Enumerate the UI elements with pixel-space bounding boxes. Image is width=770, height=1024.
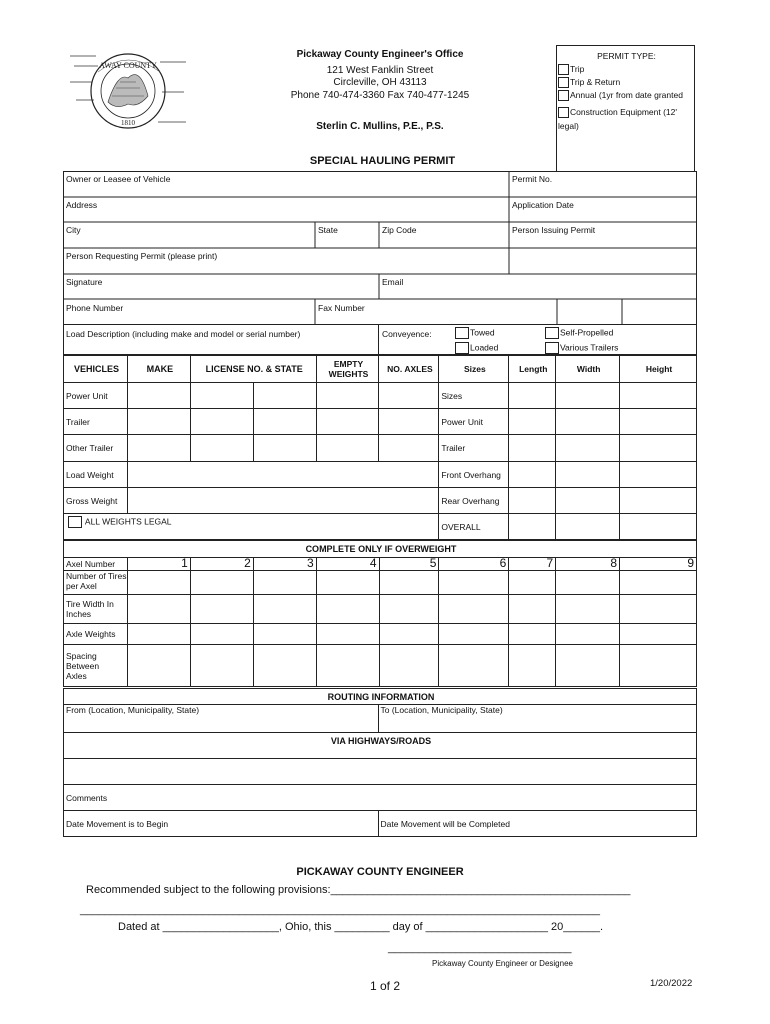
tire-width-label: Tire Width In Inches bbox=[64, 595, 128, 624]
revision-date: 1/20/2022 bbox=[650, 978, 693, 989]
size-label-rear-overhang: Rear Overhang bbox=[439, 488, 509, 514]
via-highways-title: VIA HIGHWAYS/ROADS bbox=[64, 733, 697, 759]
trip-return-checkbox[interactable] bbox=[558, 77, 569, 88]
phone-label: Phone Number bbox=[66, 303, 124, 313]
load-weight-cell[interactable] bbox=[127, 462, 438, 488]
routing-title: ROUTING INFORMATION bbox=[64, 689, 697, 705]
date-complete-field[interactable] bbox=[378, 811, 697, 837]
seal-top-text: AWAY COUNTY bbox=[99, 61, 157, 70]
axle-weight-cell-6[interactable] bbox=[439, 624, 509, 645]
various-trailers-option[interactable]: Various Trailers bbox=[545, 342, 618, 354]
state-label: State bbox=[318, 225, 338, 235]
person-requesting-label: Person Requesting Permit (please print) bbox=[66, 251, 218, 261]
other-trailer-state-cell[interactable] bbox=[253, 435, 316, 462]
engineer-name: Sterlin C. Mullins, P.E., P.S. bbox=[316, 121, 444, 132]
row-label-other-trailer: Other Trailer bbox=[64, 435, 128, 462]
axel-number-9: 9 bbox=[620, 558, 697, 571]
fax-label: Fax Number bbox=[318, 303, 365, 313]
applicant-grid bbox=[63, 171, 697, 325]
rear-overhang-width-cell[interactable] bbox=[556, 488, 620, 514]
permit-type-title: PERMIT TYPE: bbox=[597, 51, 656, 61]
conveyence-label: Conveyence: bbox=[382, 329, 432, 339]
towed-checkbox[interactable] bbox=[455, 327, 469, 339]
tire-width-cell-1[interactable] bbox=[127, 595, 190, 624]
axel-number-2: 2 bbox=[190, 558, 253, 571]
axel-number-1: 1 bbox=[127, 558, 190, 571]
self-propelled-checkbox[interactable] bbox=[545, 327, 559, 339]
date-begin-field[interactable] bbox=[64, 811, 379, 837]
via-highways-field[interactable] bbox=[64, 759, 697, 785]
permit-type-construction[interactable]: Construction Equipment (12' bbox=[558, 107, 677, 118]
trailer-state-cell[interactable] bbox=[253, 409, 316, 435]
power-unit-state-cell[interactable] bbox=[253, 383, 316, 409]
various-trailers-checkbox[interactable] bbox=[545, 342, 559, 354]
row-label-power-unit: Power Unit bbox=[64, 383, 128, 409]
axle-weight-cell-3[interactable] bbox=[253, 624, 316, 645]
trailer-make-cell[interactable] bbox=[127, 409, 190, 435]
axle-weight-cell-8[interactable] bbox=[556, 624, 620, 645]
to-field[interactable] bbox=[378, 705, 697, 733]
load-divider bbox=[378, 325, 379, 355]
power-unit-width-cell[interactable] bbox=[556, 409, 620, 435]
other-trailer-weight-cell[interactable] bbox=[316, 435, 379, 462]
permit-type-trip[interactable]: Trip bbox=[558, 64, 584, 75]
rear-overhang-length-cell[interactable] bbox=[509, 488, 556, 514]
applicant-section bbox=[63, 171, 697, 325]
power-unit-weight-cell[interactable] bbox=[316, 383, 379, 409]
header-length: Length bbox=[509, 356, 556, 383]
header-height: Height bbox=[620, 356, 697, 383]
tires-cell-9[interactable] bbox=[620, 571, 697, 595]
overall-height-cell[interactable] bbox=[620, 514, 697, 540]
power-unit-axles-cell[interactable] bbox=[379, 383, 439, 409]
header-empty-weights: EMPTY WEIGHTS bbox=[316, 356, 379, 383]
tires-cell-5[interactable] bbox=[379, 571, 439, 595]
spacing-cell-7[interactable] bbox=[509, 645, 556, 687]
gross-weight-cell[interactable] bbox=[127, 488, 438, 514]
city-label: City bbox=[66, 225, 81, 235]
towed-option[interactable]: Towed bbox=[455, 327, 495, 339]
all-weights-legal-row[interactable] bbox=[64, 514, 439, 540]
axel-number-4: 4 bbox=[316, 558, 379, 571]
footer-title: PICKAWAY COUNTY ENGINEER bbox=[296, 866, 464, 878]
axel-number-5: 5 bbox=[379, 558, 439, 571]
tire-width-cell-2[interactable] bbox=[190, 595, 253, 624]
from-field[interactable] bbox=[64, 705, 379, 733]
spacing-cell-9[interactable] bbox=[620, 645, 697, 687]
row-label-gross-weight: Gross Weight bbox=[64, 488, 128, 514]
tire-width-cell-8[interactable] bbox=[556, 595, 620, 624]
tires-cell-8[interactable] bbox=[556, 571, 620, 595]
form-title: SPECIAL HAULING PERMIT bbox=[309, 155, 456, 167]
office-phone-fax: Phone 740-474-3360 Fax 740-477-1245 bbox=[290, 90, 470, 101]
tire-width-cell-7[interactable] bbox=[509, 595, 556, 624]
size-label-front-overhang: Front Overhang bbox=[439, 462, 509, 488]
tires-cell-4[interactable] bbox=[316, 571, 379, 595]
comments-field[interactable] bbox=[64, 785, 697, 811]
date-complete-label: Date Movement will be Completed bbox=[380, 818, 510, 829]
application-date-label: Application Date bbox=[512, 200, 574, 210]
trailer-width-cell[interactable] bbox=[556, 435, 620, 462]
self-propelled-option[interactable]: Self-Propelled bbox=[545, 327, 613, 339]
permit-type-annual[interactable]: Annual (1yr from date granted bbox=[558, 90, 683, 101]
signature-line: ______________________________ bbox=[388, 942, 572, 954]
power-unit-make-cell[interactable] bbox=[127, 383, 190, 409]
tire-width-cell-3[interactable] bbox=[253, 595, 316, 624]
zip-label: Zip Code bbox=[382, 225, 417, 235]
permit-no-label: Permit No. bbox=[512, 174, 553, 184]
tire-width-cell-4[interactable] bbox=[316, 595, 379, 624]
email-label: Email bbox=[382, 277, 404, 287]
tires-cell-2[interactable] bbox=[190, 571, 253, 595]
tire-width-cell-5[interactable] bbox=[379, 595, 439, 624]
all-weights-legal-label: ALL WEIGHTS LEGAL bbox=[84, 516, 172, 527]
tires-cell-3[interactable] bbox=[253, 571, 316, 595]
from-label: From (Location, Municipality, State) bbox=[66, 705, 200, 715]
header-no-axles: NO. AXLES bbox=[379, 356, 439, 383]
axle-weight-cell-5[interactable] bbox=[379, 624, 439, 645]
axle-weights-label: Axle Weights bbox=[64, 624, 128, 645]
tires-cell-6[interactable] bbox=[439, 571, 509, 595]
row-label-trailer: Trailer bbox=[64, 409, 128, 435]
spacing-cell-6[interactable] bbox=[439, 645, 509, 687]
header-sizes: Sizes bbox=[439, 356, 509, 383]
county-seal-logo bbox=[68, 52, 188, 130]
axle-weight-cell-4[interactable] bbox=[316, 624, 379, 645]
header-vehicles: VEHICLES bbox=[64, 356, 128, 383]
permit-type-construction-cont: legal) bbox=[558, 121, 579, 131]
other-trailer-axles-cell[interactable] bbox=[379, 435, 439, 462]
front-overhang-width-cell[interactable] bbox=[556, 462, 620, 488]
address-label: Address bbox=[66, 200, 98, 210]
header-license: LICENSE NO. & STATE bbox=[190, 356, 316, 383]
front-overhang-height-cell[interactable] bbox=[620, 462, 697, 488]
axle-weight-cell-1[interactable] bbox=[127, 624, 190, 645]
office-address-line2: Circleville, OH 43113 bbox=[333, 77, 427, 88]
front-overhang-length-cell[interactable] bbox=[509, 462, 556, 488]
construction-checkbox[interactable] bbox=[558, 107, 569, 118]
spacing-cell-4[interactable] bbox=[316, 645, 379, 687]
provisions-underline: _____________________________________________________________________________________ bbox=[80, 904, 601, 916]
loaded-option[interactable]: Loaded bbox=[455, 342, 498, 354]
tires-cell-7[interactable] bbox=[509, 571, 556, 595]
size-label-sizes: Sizes bbox=[439, 383, 509, 409]
owner-label: Owner or Leasee of Vehicle bbox=[66, 174, 171, 184]
spacing-cell-5[interactable] bbox=[379, 645, 439, 687]
sizes-length-cell[interactable] bbox=[509, 383, 556, 409]
page-number: 1 of 2 bbox=[369, 979, 401, 993]
power-unit-height-cell[interactable] bbox=[620, 409, 697, 435]
row-label-load-weight: Load Weight bbox=[64, 462, 128, 488]
axle-weight-cell-2[interactable] bbox=[190, 624, 253, 645]
axel-number-6: 6 bbox=[439, 558, 509, 571]
overall-length-cell[interactable] bbox=[509, 514, 556, 540]
trailer-length-cell[interactable] bbox=[509, 435, 556, 462]
sizes-width-cell[interactable] bbox=[556, 383, 620, 409]
engineer-designee: Pickaway County Engineer or Designee bbox=[432, 959, 573, 968]
axle-weight-cell-9[interactable] bbox=[620, 624, 697, 645]
tire-width-cell-6[interactable] bbox=[439, 595, 509, 624]
sizes-height-cell[interactable] bbox=[620, 383, 697, 409]
office-name: Pickaway County Engineer's Office bbox=[296, 49, 464, 60]
trip-checkbox[interactable] bbox=[558, 64, 569, 75]
spacing-cell-1[interactable] bbox=[127, 645, 190, 687]
trailer-weight-cell[interactable] bbox=[316, 409, 379, 435]
trailer-axles-cell[interactable] bbox=[379, 409, 439, 435]
tires-per-axel-label: Number of Tires per Axel bbox=[64, 571, 128, 595]
header-width: Width bbox=[556, 356, 620, 383]
power-unit-license-cell[interactable] bbox=[190, 383, 253, 409]
spacing-cell-2[interactable] bbox=[190, 645, 253, 687]
date-begin-label: Date Movement is to Begin bbox=[66, 818, 169, 829]
overweight-title: COMPLETE ONLY IF OVERWEIGHT bbox=[64, 541, 697, 558]
vehicle-table bbox=[63, 355, 697, 540]
loaded-checkbox[interactable] bbox=[455, 342, 469, 354]
header-make: MAKE bbox=[127, 356, 190, 383]
overweight-table bbox=[63, 540, 697, 687]
signature-label: Signature bbox=[66, 277, 103, 287]
tires-cell-1[interactable] bbox=[127, 571, 190, 595]
to-label: To (Location, Municipality, State) bbox=[380, 705, 503, 715]
axel-number-3: 3 bbox=[253, 558, 316, 571]
person-issuing-label: Person Issuing Permit bbox=[512, 225, 596, 235]
spacing-between-axles-label: Spacing Between Axles bbox=[64, 645, 128, 687]
dated-at-line: Dated at ___________________, Ohio, this _________ day of ____________________ 20______. bbox=[118, 921, 604, 933]
seal-year: 1810 bbox=[121, 119, 135, 127]
comments-label: Comments bbox=[66, 792, 108, 803]
overall-width-cell[interactable] bbox=[556, 514, 620, 540]
power-unit-length-cell[interactable] bbox=[509, 409, 556, 435]
trailer-license-cell[interactable] bbox=[190, 409, 253, 435]
spacing-cell-8[interactable] bbox=[556, 645, 620, 687]
axle-weight-cell-7[interactable] bbox=[509, 624, 556, 645]
office-address-line1: 121 West Fanklin Street bbox=[326, 65, 434, 76]
recommended-provisions: Recommended subject to the following provisions:_________________________________________________ bbox=[86, 884, 631, 896]
trailer-height-cell[interactable] bbox=[620, 435, 697, 462]
permit-type-box bbox=[556, 45, 695, 172]
load-description-label: Load Description (including make and model or serial number) bbox=[66, 329, 301, 339]
other-trailer-make-cell[interactable] bbox=[127, 435, 190, 462]
size-label-power-unit: Power Unit bbox=[439, 409, 509, 435]
axel-number-label: Axel Number bbox=[64, 558, 128, 571]
annual-checkbox[interactable] bbox=[558, 90, 569, 101]
permit-type-trip-return[interactable]: Trip & Return bbox=[558, 77, 620, 88]
rear-overhang-height-cell[interactable] bbox=[620, 488, 697, 514]
routing-table bbox=[63, 688, 697, 837]
spacing-cell-3[interactable] bbox=[253, 645, 316, 687]
axel-number-8: 8 bbox=[556, 558, 620, 571]
size-label-trailer: Trailer bbox=[439, 435, 509, 462]
all-weights-legal-checkbox[interactable] bbox=[68, 516, 82, 528]
axel-number-7: 7 bbox=[509, 558, 556, 571]
size-label-overall: OVERALL bbox=[439, 514, 509, 540]
other-trailer-license-cell[interactable] bbox=[190, 435, 253, 462]
tire-width-cell-9[interactable] bbox=[620, 595, 697, 624]
